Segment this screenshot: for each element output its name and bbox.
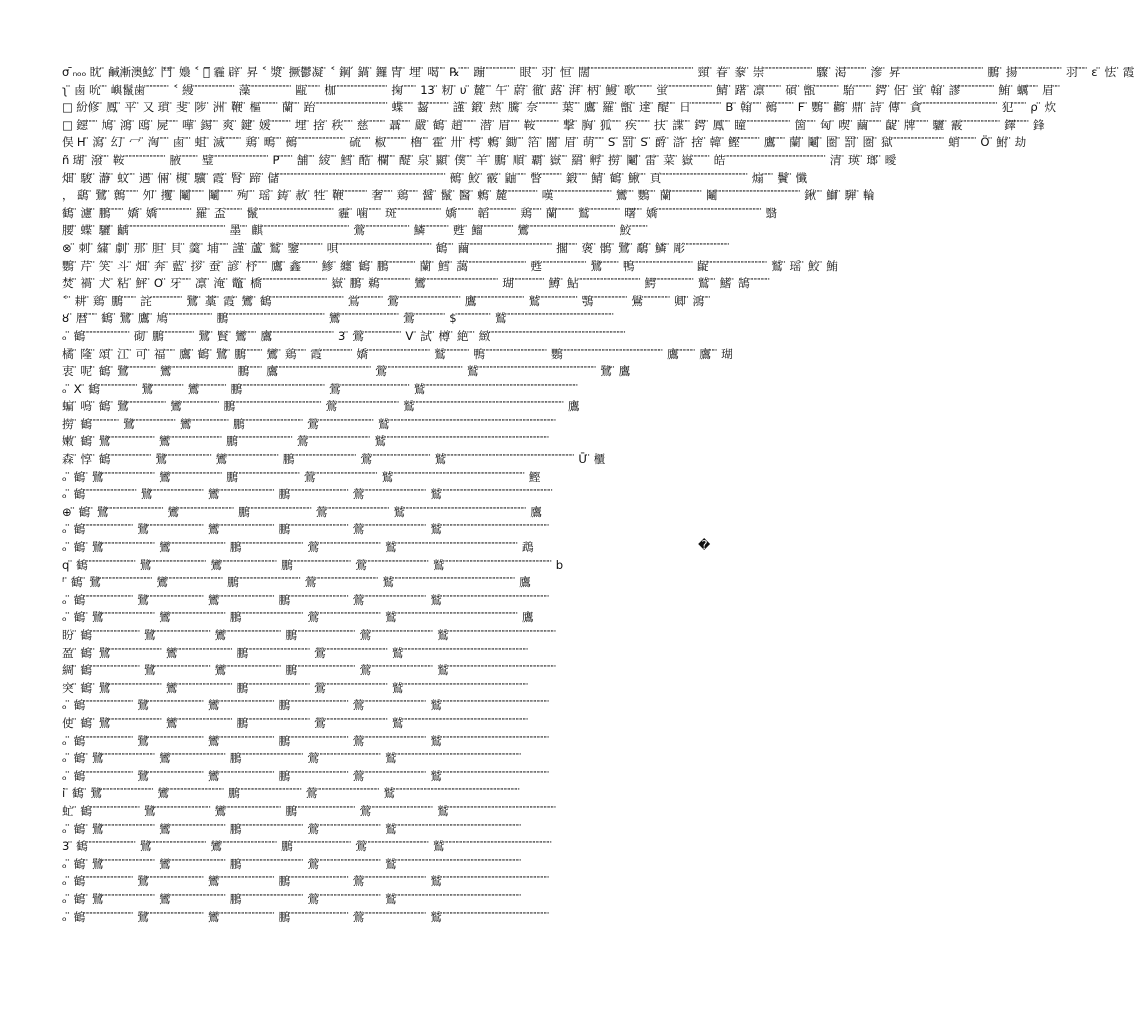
text-line: 焚 ̈ 禍 ̈ 犬 ̈ 粘 ̈ 鮃 ̈ O ̈ 牙 ̈ ̈ ̈ 凛 ̈ 淹 ̈ 鼈 ̈ 橋 ̈ ̈ ̈ ̈ ̈ ̈ ̈ ̈ ̈ ̈ ̈ ̈ ̈ ̈ ̈ ̈ ̈ ̈ ̈ 嶽 ̈ 鵬 ̈ 鵜 ̈ ̈ ̈ ̈ ̈ ̈ ̈ ̈ ̈ 鸞 ̈ ̈ ̈ ̈ ̈ ̈ ̈ ̈ ̈ ̈ ̈ ̈ ̈ ̈ ̈ ̈ ̈ ̈ ̈ ̈ ̈ 瑚 ̈ ̈ ̈ ̈ ̈ ̈ ̈ ̈ ̈ 鱒 ̈ 鮎 ̈ ̈ ̈ ̈ ̈ ̈ ̈ ̈ ̈ ̈ ̈ ̈ ̈ ̈ ̈ ̈ ̈ ̈ 鰐 ̈ ̈ ̈ ̈ ̈ ̈ ̈ ̈ ̈ ̈ ̈ 鷲 ̈ ̈ 鰭 ̈ 鵠 ̈ ̈ ̈ ̈ ̈ ̈ [62,276,771,291]
text-line: ₒ ̈ 鶴 ̈ 鷺 ̈ ̈ ̈ ̈ ̈ ̈ ̈ ̈ ̈ ̈ ̈ ̈ ̈ ̈ ̈ 鸞 ̈ ̈ ̈ ̈ ̈ ̈ ̈ ̈ ̈ ̈ ̈ ̈ ̈ ̈ ̈ 鵬 ̈ ̈ ̈ ̈ ̈ ̈ ̈ ̈ ̈ ̈ ̈ ̈ ̈ ̈ ̈ ̈ ̈ ̈ 鶯 ̈ ̈ ̈ ̈ ̈ ̈ ̈ ̈ ̈ ̈ ̈ ̈ ̈ ̈ ̈ ̈ ̈ ̈ 鷲 ̈ ̈ ̈ ̈ ̈ ̈ ̈ ̈ ̈ ̈ ̈ ̈ ̈ ̈ ̈ ̈ ̈ ̈ ̈ ̈ ̈ ̈ ̈ ̈ ̈ ̈ ̈ ̈ ̈ ̈ ̈ ̈ ̈ ̈ ̈ ̈ ̈ ̈ 鰹 [62,469,541,484]
text-line: 俣 H ̈ 瀉 ̈ 幻 ̈ 冖 ̈ 洶 ̈ ̈ ̈ 鹵 ̈ ̈ 蛆 ̈ 滅 ̈ ̈ ̈ ̈ ̈ 鶏 ̈ 鴫 ̈ ̈ 鵺 ̈ ̈ ̈ ̈ ̈ ̈ ̈ ̈ ̈ ̈ ̈ ̈ ̈ ̈ 硫 ̈ ̈ ̈ 椒 ̈ ̈ ̈ ̈ ̈ ̈ 櫓 ̈ ̈ 霍 ̈ 卅 ̈ 樗 ̈ 鶫 ̈ 鋤 ̈ ̈ 箔 ̈ 闇 ̈ 眉 ̈ 萌 ̈ ̈ ̈ S ̈ 罰 ̈ S ̈ 爵 ̈ 滸 ̈ 捨 ̈ 韓 ̈ 鰹 ̈ ̈ ̈ ̈ ̈ ̈ 鷹 ̈ ̈ ̈ 蘭 ̈ 鬮 ̈ 圏 ̈ 罰 ̈ 圏 ̈ 獄 ̈ ̈ ̈ ̈ ̈ ̈ ̈ ̈ ̈ ̈ ̈ ̈ ̈ ̈ ̈ 蛸 ̈ ̈ ̈ ̈ ̈ Ö ̈ 鮒 ̈ 劫 [62,135,1027,150]
text-line: ₒ ̈ 鶴 ̈ 鷺 ̈ ̈ ̈ ̈ ̈ ̈ ̈ ̈ ̈ ̈ ̈ ̈ ̈ ̈ ̈ 鸞 ̈ ̈ ̈ ̈ ̈ ̈ ̈ ̈ ̈ ̈ ̈ ̈ ̈ ̈ ̈ ̈ 鵬 ̈ ̈ ̈ ̈ ̈ ̈ ̈ ̈ ̈ ̈ ̈ ̈ ̈ ̈ ̈ ̈ ̈ ̈ 鶯 ̈ ̈ ̈ ̈ ̈ ̈ ̈ ̈ ̈ ̈ ̈ ̈ ̈ ̈ ̈ ̈ ̈ ̈ 鷲 ̈ ̈ ̈ ̈ ̈ ̈ ̈ ̈ ̈ ̈ ̈ ̈ ̈ ̈ ̈ ̈ ̈ ̈ ̈ ̈ ̈ ̈ ̈ ̈ ̈ ̈ ̈ ̈ ̈ ̈ ̈ ̈ ̈ ̈ ̈ ̈ [62,751,522,766]
text-line: 鸚 ̈ 芹 ̈ 笑 ̈ 斗 ̈ 畑 ̈ 奔 ̈ 藍 ̈ 拶 ̈ 蚕 ̈ 諺 ̈ 杼 ̈ ̈ ̈ 鷹 ̈ 鑫 ̈ ̈ ̈ ̈ ̈ 鯵 ̈ 纏 ̈ 鶴 ̈ 鵬 ̈ ̈ ̈ ̈ ̈ ̈ ̈ ̈ 蘭 ̈ 鱈 ̈ 藹 ̈ ̈ ̈ ̈ ̈ ̈ ̈ ̈ ̈ ̈ ̈ ̈ ̈ ̈ ̈ ̈ ̈ 甦 ̈ ̈ ̈ ̈ ̈ ̈ ̈ ̈ ̈ ̈ ̈ ̈ ̈ 鷺 ̈ ̈ ̈ ̈ ̈ 鴨 ̈ ̈ ̈ ̈ ̈ ̈ ̈ ̈ ̈ ̈ ̈ ̈ ̈ ̈ ̈ ̈ ̈ 齪 ̈ ̈ ̈ ̈ ̈ ̈ ̈ ̈ ̈ ̈ ̈ ̈ ̈ ̈ ̈ ̈ ̈ 鷲 ̈ 瑶 ̈ 鮫 ̈ 鮪 [62,258,838,273]
text-line: 綢 ̈ 鶴 ̈ ̈ ̈ ̈ ̈ ̈ ̈ ̈ ̈ ̈ ̈ ̈ ̈ ̈ 鷺 ̈ ̈ ̈ ̈ ̈ ̈ ̈ ̈ ̈ ̈ ̈ ̈ ̈ ̈ ̈ ̈ 鸞 ̈ ̈ ̈ ̈ ̈ ̈ ̈ ̈ ̈ ̈ ̈ ̈ ̈ ̈ ̈ ̈ 鵬 ̈ ̈ ̈ ̈ ̈ ̈ ̈ ̈ ̈ ̈ ̈ ̈ ̈ ̈ ̈ ̈ ̈ 鶯 ̈ ̈ ̈ ̈ ̈ ̈ ̈ ̈ ̈ ̈ ̈ ̈ ̈ ̈ ̈ ̈ ̈ ̈ 鷲 ̈ ̈ ̈ ̈ ̈ ̈ ̈ ̈ ̈ ̈ ̈ ̈ ̈ ̈ ̈ ̈ ̈ ̈ ̈ ̈ ̈ ̈ ̈ ̈ ̈ ̈ ̈ ̈ ̈ ̈ ̈ [62,663,557,678]
text-line: 3 ̈ 鶴 ̈ ̈ ̈ ̈ ̈ ̈ ̈ ̈ ̈ ̈ ̈ ̈ ̈ ̈ 鷺 ̈ ̈ ̈ ̈ ̈ ̈ ̈ ̈ ̈ ̈ ̈ ̈ ̈ ̈ ̈ ̈ 鸞 ̈ ̈ ̈ ̈ ̈ ̈ ̈ ̈ ̈ ̈ ̈ ̈ ̈ ̈ ̈ ̈ 鵬 ̈ ̈ ̈ ̈ ̈ ̈ ̈ ̈ ̈ ̈ ̈ ̈ ̈ ̈ ̈ ̈ ̈ 鶯 ̈ ̈ ̈ ̈ ̈ ̈ ̈ ̈ ̈ ̈ ̈ ̈ ̈ ̈ ̈ ̈ ̈ ̈ 鷲 ̈ ̈ ̈ ̈ ̈ ̈ ̈ ̈ ̈ ̈ ̈ ̈ ̈ ̈ ̈ ̈ ̈ ̈ ̈ ̈ ̈ ̈ ̈ ̈ ̈ ̈ ̈ ̈ ̈ ̈ ̈ [62,839,553,854]
text-line: 盈 ̈ 鶴 ̈ 鷺 ̈ ̈ ̈ ̈ ̈ ̈ ̈ ̈ ̈ ̈ ̈ ̈ ̈ ̈ ̈ 鸞 ̈ ̈ ̈ ̈ ̈ ̈ ̈ ̈ ̈ ̈ ̈ ̈ ̈ ̈ ̈ ̈ 鵬 ̈ ̈ ̈ ̈ ̈ ̈ ̈ ̈ ̈ ̈ ̈ ̈ ̈ ̈ ̈ ̈ ̈ ̈ 鶯 ̈ ̈ ̈ ̈ ̈ ̈ ̈ ̈ ̈ ̈ ̈ ̈ ̈ ̈ ̈ ̈ ̈ ̈ 鷲 ̈ ̈ ̈ ̈ ̈ ̈ ̈ ̈ ̈ ̈ ̈ ̈ ̈ ̈ ̈ ̈ ̈ ̈ ̈ ̈ ̈ ̈ ̈ ̈ ̈ ̈ ̈ ̈ ̈ ̈ ̈ ̈ ̈ ̈ ̈ ̈ [62,645,529,660]
document-body-text [62,64,1134,964]
text-line: q ̈ 鶴 ̈ ̈ ̈ ̈ ̈ ̈ ̈ ̈ ̈ ̈ ̈ ̈ ̈ ̈ 鷺 ̈ ̈ ̈ ̈ ̈ ̈ ̈ ̈ ̈ ̈ ̈ ̈ ̈ ̈ ̈ ̈ 鸞 ̈ ̈ ̈ ̈ ̈ ̈ ̈ ̈ ̈ ̈ ̈ ̈ ̈ ̈ ̈ ̈ 鵬 ̈ ̈ ̈ ̈ ̈ ̈ ̈ ̈ ̈ ̈ ̈ ̈ ̈ ̈ ̈ ̈ ̈ 鶯 ̈ ̈ ̈ ̈ ̈ ̈ ̈ ̈ ̈ ̈ ̈ ̈ ̈ ̈ ̈ ̈ ̈ ̈ 鷲 ̈ ̈ ̈ ̈ ̈ ̈ ̈ ̈ ̈ ̈ ̈ ̈ ̈ ̈ ̈ ̈ ̈ ̈ ̈ ̈ ̈ ̈ ̈ ̈ ̈ ̈ ̈ ̈ ̈ ̈ ̈ b [62,557,563,572]
text-line: ⊗ ̈ 刺 ̈ 繍 ̈ 劇 ̈ 那 ̈ 胆 ̈ 貝 ̈ 羹 ̈ 埔 ̈ ̈ ̈ 謹 ̈ 蘆 ̈ 鷲 ̈ 鑒 ̈ ̈ ̈ ̈ ̈ ̈ ̈ 唄 ̈ ̈ ̈ ̈ ̈ ̈ ̈ ̈ ̈ ̈ ̈ ̈ ̈ ̈ ̈ ̈ ̈ ̈ ̈ ̈ ̈ ̈ ̈ ̈ ̈ ̈ ̈ 鶴 ̈ ̈ 繭 ̈ ̈ ̈ ̈ ̈ ̈ ̈ ̈ ̈ ̈ ̈ ̈ ̈ ̈ ̈ ̈ ̈ ̈ ̈ ̈ ̈ ̈ ̈ ̈ 擱 ̈ ̈ ̈ 褒 ̈ 鶻 ̈ 鷺 ̈ 鷸 ̈ 鱗 ̈ 彫 ̈ ̈ ̈ ̈ ̈ ̈ ̈ ̈ ̈ ̈ ̈ ̈ ̈ [62,240,730,255]
text-line: ₒ ̈ 鶴 ̈ ̈ ̈ ̈ ̈ ̈ ̈ ̈ ̈ ̈ ̈ ̈ ̈ ̈ 鷺 ̈ ̈ ̈ ̈ ̈ ̈ ̈ ̈ ̈ ̈ ̈ ̈ ̈ ̈ ̈ ̈ 鸞 ̈ ̈ ̈ ̈ ̈ ̈ ̈ ̈ ̈ ̈ ̈ ̈ ̈ ̈ ̈ ̈ 鵬 ̈ ̈ ̈ ̈ ̈ ̈ ̈ ̈ ̈ ̈ ̈ ̈ ̈ ̈ ̈ ̈ ̈ 鶯 ̈ ̈ ̈ ̈ ̈ ̈ ̈ ̈ ̈ ̈ ̈ ̈ ̈ ̈ ̈ ̈ ̈ ̈ 鷲 ̈ ̈ ̈ ̈ ̈ ̈ ̈ ̈ ̈ ̈ ̈ ̈ ̈ ̈ ̈ ̈ ̈ ̈ ̈ ̈ ̈ ̈ ̈ ̈ ̈ ̈ ̈ ̈ ̈ ̈ ̈ [62,592,550,607]
text-line: □ 鐚 ̈ ̈ ̈ 鳩 ̈ 鴻 ̈ 鴎 ̈ 屍 ̈ ̈ ̈ 嘩 ̈ 錫 ̈ ̈ 爽 ̈ 鍵 ̈ 媛 ̈ ̈ ̈ ̈ ̈ ̈ 埋 ̈ 捨 ̈ 秩 ̈ ̈ ̈ 慈 ̈ ̈ ̈ ̈ ̈ 聶 ̈ ̈ ̈ 嚴 ̈ 鶴 ̈ 趙 ̈ ̈ ̈ ̈ 潜 ̈ 眉 ̈ ̈ ̈ 鞍 ̈ ̈ ̈ ̈ ̈ ̈ ̈ 撃 ̈ 胸 ̈ 狐 ̈ ̈ ̈ 疾 ̈ ̈ ̈ ̈ 扶 ̈ 諜 ̈ ̈ 鍔 ̈ 鳳 ̈ ̈ 瞳 ̈ ̈ ̈ ̈ ̈ ̈ ̈ ̈ ̈ ̈ ̈ ̈ ̈ 箇 ̈ ̈ ̈ 匈 ̈ 喫 ̈ 繭 ̈ ̈ ̈ ̈ 齪 ̈ 牌 ̈ ̈ ̈ ̈ 驪 ̈ 霰 ̈ ̈ ̈ ̈ ̈ ̈ ̈ ̈ ̈ ̈ ̈ 鐸 ̈ ̈ ̈ ̈ 鋒 [62,117,1045,132]
text-line: ₒ ̈ 鶴 ̈ ̈ ̈ ̈ ̈ ̈ ̈ ̈ ̈ ̈ ̈ ̈ ̈ ̈ 鷺 ̈ ̈ ̈ ̈ ̈ ̈ ̈ ̈ ̈ ̈ ̈ ̈ ̈ ̈ ̈ ̈ 鸞 ̈ ̈ ̈ ̈ ̈ ̈ ̈ ̈ ̈ ̈ ̈ ̈ ̈ ̈ ̈ ̈ 鵬 ̈ ̈ ̈ ̈ ̈ ̈ ̈ ̈ ̈ ̈ ̈ ̈ ̈ ̈ ̈ ̈ ̈ 鶯 ̈ ̈ ̈ ̈ ̈ ̈ ̈ ̈ ̈ ̈ ̈ ̈ ̈ ̈ ̈ ̈ ̈ ̈ 鷲 ̈ ̈ ̈ ̈ ̈ ̈ ̈ ̈ ̈ ̈ ̈ ̈ ̈ ̈ ̈ ̈ ̈ ̈ ̈ ̈ ̈ ̈ ̈ ̈ ̈ ̈ ̈ ̈ ̈ ̈ ̈ [62,733,550,748]
margin-mark: � [698,538,711,552]
text-line: 橘 ̈ 隆 ̈ 頌 ̈ 江 ̈ 可 ̈ 福 ̈ ̈ ̈ 鷹 ̈ 鶴 ̈ 鷺 ̈ 鵬 ̈ ̈ ̈ ̈ ̈ 鸞 ̈ 鶏 ̈ ̈ ̈ 霞 ̈ ̈ ̈ ̈ ̈ ̈ ̈ ̈ ̈ 嬌 ̈ ̈ ̈ ̈ ̈ ̈ ̈ ̈ ̈ ̈ ̈ ̈ ̈ ̈ ̈ ̈ ̈ ̈ 鷲 ̈ ̈ ̈ ̈ ̈ ̈ ̈ 鴨 ̈ ̈ ̈ ̈ ̈ ̈ ̈ ̈ ̈ ̈ ̈ ̈ ̈ ̈ ̈ ̈ ̈ ̈ 鸚 ̈ ̈ ̈ ̈ ̈ ̈ ̈ ̈ ̈ ̈ ̈ ̈ ̈ ̈ ̈ ̈ ̈ ̈ ̈ ̈ ̈ ̈ ̈ ̈ ̈ ̈ ̈ ̈ ̈ 鷹 ̈ ̈ ̈ ̈ ̈ 鷹 ̈ ̈ 瑚 [62,346,733,361]
text-line: ₒ ̈ 鶴 ̈ 鷺 ̈ ̈ ̈ ̈ ̈ ̈ ̈ ̈ ̈ ̈ ̈ ̈ ̈ ̈ ̈ 鸞 ̈ ̈ ̈ ̈ ̈ ̈ ̈ ̈ ̈ ̈ ̈ ̈ ̈ ̈ ̈ ̈ 鵬 ̈ ̈ ̈ ̈ ̈ ̈ ̈ ̈ ̈ ̈ ̈ ̈ ̈ ̈ ̈ ̈ ̈ ̈ 鶯 ̈ ̈ ̈ ̈ ̈ ̈ ̈ ̈ ̈ ̈ ̈ ̈ ̈ ̈ ̈ ̈ ̈ ̈ 鷲 ̈ ̈ ̈ ̈ ̈ ̈ ̈ ̈ ̈ ̈ ̈ ̈ ̈ ̈ ̈ ̈ ̈ ̈ ̈ ̈ ̈ ̈ ̈ ̈ ̈ ̈ ̈ ̈ ̈ ̈ ̈ ̈ ̈ ̈ ̈ 鷹 [62,610,534,625]
text-line: i ̈ 鶴 ̈ 鷺 ̈ ̈ ̈ ̈ ̈ ̈ ̈ ̈ ̈ ̈ ̈ ̈ ̈ ̈ ̈ 鸞 ̈ ̈ ̈ ̈ ̈ ̈ ̈ ̈ ̈ ̈ ̈ ̈ ̈ ̈ ̈ ̈ 鵬 ̈ ̈ ̈ ̈ ̈ ̈ ̈ ̈ ̈ ̈ ̈ ̈ ̈ ̈ ̈ ̈ ̈ ̈ 鶯 ̈ ̈ ̈ ̈ ̈ ̈ ̈ ̈ ̈ ̈ ̈ ̈ ̈ ̈ ̈ ̈ ̈ ̈ 鷲 ̈ ̈ ̈ ̈ ̈ ̈ ̈ ̈ ̈ ̈ ̈ ̈ ̈ ̈ ̈ ̈ ̈ ̈ ̈ ̈ ̈ ̈ ̈ ̈ ̈ ̈ ̈ ̈ ̈ ̈ ̈ ̈ ̈ ̈ ̈ ̈ [62,786,521,801]
text-line: ₒ ̈ 鶴 ̈ ̈ ̈ ̈ ̈ ̈ ̈ ̈ ̈ ̈ ̈ ̈ ̈ ̈ 鷺 ̈ ̈ ̈ ̈ ̈ ̈ ̈ ̈ ̈ ̈ ̈ ̈ ̈ ̈ ̈ ̈ 鸞 ̈ ̈ ̈ ̈ ̈ ̈ ̈ ̈ ̈ ̈ ̈ ̈ ̈ ̈ ̈ ̈ 鵬 ̈ ̈ ̈ ̈ ̈ ̈ ̈ ̈ ̈ ̈ ̈ ̈ ̈ ̈ ̈ ̈ ̈ 鶯 ̈ ̈ ̈ ̈ ̈ ̈ ̈ ̈ ̈ ̈ ̈ ̈ ̈ ̈ ̈ ̈ ̈ ̈ 鷲 ̈ ̈ ̈ ̈ ̈ ̈ ̈ ̈ ̈ ̈ ̈ ̈ ̈ ̈ ̈ ̈ ̈ ̈ ̈ ̈ ̈ ̈ ̈ ̈ ̈ ̈ ̈ ̈ ̈ ̈ ̈ [62,909,550,924]
text-line: ⊕ ̈ 鶴 ̈ 鷺 ̈ ̈ ̈ ̈ ̈ ̈ ̈ ̈ ̈ ̈ ̈ ̈ ̈ ̈ ̈ ̈ 鸞 ̈ ̈ ̈ ̈ ̈ ̈ ̈ ̈ ̈ ̈ ̈ ̈ ̈ ̈ ̈ ̈ 鵬 ̈ ̈ ̈ ̈ ̈ ̈ ̈ ̈ ̈ ̈ ̈ ̈ ̈ ̈ ̈ ̈ ̈ ̈ 鶯 ̈ ̈ ̈ ̈ ̈ ̈ ̈ ̈ ̈ ̈ ̈ ̈ ̈ ̈ ̈ ̈ ̈ ̈ 鷲 ̈ ̈ ̈ ̈ ̈ ̈ ̈ ̈ ̈ ̈ ̈ ̈ ̈ ̈ ̈ ̈ ̈ ̈ ̈ ̈ ̈ ̈ ̈ ̈ ̈ ̈ ̈ ̈ ̈ ̈ ̈ ̈ ̈ ̈ ̈ 鷹 [62,504,542,519]
text-line: ₒ ̈ X ̈ 鶴 ̈ ̈ ̈ ̈ ̈ ̈ ̈ ̈ ̈ ̈ ̈ 鷺 ̈ ̈ ̈ ̈ ̈ ̈ ̈ ̈ ̈ 鸞 ̈ ̈ ̈ ̈ ̈ ̈ ̈ ̈ 鵬 ̈ ̈ ̈ ̈ ̈ ̈ ̈ ̈ ̈ ̈ ̈ ̈ ̈ ̈ ̈ ̈ ̈ ̈ ̈ ̈ ̈ ̈ ̈ ̈ 鶯 ̈ ̈ ̈ ̈ ̈ ̈ ̈ ̈ ̈ ̈ ̈ ̈ ̈ ̈ ̈ ̈ ̈ ̈ ̈ ̈ 鷲 ̈ ̈ ̈ ̈ ̈ ̈ ̈ ̈ ̈ ̈ ̈ ̈ ̈ ̈ ̈ ̈ ̈ ̈ ̈ ̈ ̈ ̈ ̈ ̈ ̈ ̈ ̈ ̈ ̈ ̈ ̈ ̈ ̈ ̈ ̈ ̈ ̈ ̈ ̈ ̈ ̈ ̈ ̈ ̈ [62,381,579,396]
text-line: 蝙 ̈ 嗚 ̈ 鶴 ̈ 鷺 ̈ ̈ ̈ ̈ ̈ ̈ ̈ ̈ ̈ ̈ ̈ 鸞 ̈ ̈ ̈ ̈ ̈ ̈ ̈ ̈ ̈ ̈ ̈ 鵬 ̈ ̈ ̈ ̈ ̈ ̈ ̈ ̈ ̈ ̈ ̈ ̈ ̈ ̈ ̈ ̈ ̈ ̈ ̈ ̈ ̈ ̈ ̈ ̈ ̈ 鶯 ̈ ̈ ̈ ̈ ̈ ̈ ̈ ̈ ̈ ̈ ̈ ̈ ̈ ̈ ̈ ̈ ̈ ̈ 鷲 ̈ ̈ ̈ ̈ ̈ ̈ ̈ ̈ ̈ ̈ ̈ ̈ ̈ ̈ ̈ ̈ ̈ ̈ ̈ ̈ ̈ ̈ ̈ ̈ ̈ ̈ ̈ ̈ ̈ ̈ ̈ ̈ ̈ ̈ ̈ ̈ ̈ ̈ ̈ ̈ ̈ ̈ ̈ 鷹 [62,399,580,414]
text-line: ₒ ̈ 鶴 ̈ 鷺 ̈ ̈ ̈ ̈ ̈ ̈ ̈ ̈ ̈ ̈ ̈ ̈ ̈ ̈ ̈ 鸞 ̈ ̈ ̈ ̈ ̈ ̈ ̈ ̈ ̈ ̈ ̈ ̈ ̈ ̈ ̈ ̈ 鵬 ̈ ̈ ̈ ̈ ̈ ̈ ̈ ̈ ̈ ̈ ̈ ̈ ̈ ̈ ̈ ̈ ̈ ̈ 鶯 ̈ ̈ ̈ ̈ ̈ ̈ ̈ ̈ ̈ ̈ ̈ ̈ ̈ ̈ ̈ ̈ ̈ ̈ 鷲 ̈ ̈ ̈ ̈ ̈ ̈ ̈ ̈ ̈ ̈ ̈ ̈ ̈ ̈ ̈ ̈ ̈ ̈ ̈ ̈ ̈ ̈ ̈ ̈ ̈ ̈ ̈ ̈ ̈ ̈ ̈ ̈ ̈ ̈ ̈ ̈ [62,856,522,871]
text-line: ʅ ̈ 鹵 吮 ̈ ̈ 嶼鬣歯 ̈ ̈ ̈ ̈ ̈ ̈ ̈ ˂ 縵 ̈ ̈ ̈ ̈ ̈ ̈ ̈ ̈ ̈ ̈ ̈ ̈ 藻 ̈ ̈ ̈ ̈ ̈ ̈ ̈ ̈ ̈ ̈ ̈ ̈ 甌 ̈ ̈ ̈ ̈ 枷 ̈ ̈ ̈ ̈ ̈ ̈ ̈ ̈ ̈ ̈ ̈ ̈ ̈ ̈ ̈ 掬 ̈ ̈ ̈ ̈ 13 ̈ 籾 ̈ υ ̈ 麓 ̈ ̈ 午 ̈ 蔚 ̈ 徹 ̈ 蕗 ̈ 湃 ̈ 柄 ̈ 鰻 ̈ 歌 ̈ ̈ ̈ ̈ ̈ 蛍 ̈ ̈ ̈ ̈ ̈ ̈ ̈ ̈ ̈ ̈ ̈ ̈ ̈ 鯖 ̈ 躇 ̈ 凛 ̈ ̈ ̈ ̈ ̈ 碩 ̈ 甑 ̈ ̈ ̈ ̈ ̈ ̈ ̈ 駘 ̈ ̈ ̈ ̈ ̈ 鍔 ̈ 侶 ̈ 蛍 ̈ 翰 ̈ 謬 ̈ ̈ ̈ ̈ ̈ ̈ ̈ ̈ ̈ ̈ 鮪 ̈ 蠣 ̈ ̈ ̈ 眉 ̈ ̈ [62,82,1061,97]
text-line: 鶴 ̈ 濾 ̈ 鵬 ̈ ̈ ̈ ̈ 嬌 ̈ 嬌 ̈ ̈ ̈ ̈ ̈ ̈ ̈ ̈ ̈ ̈ 羅 ̈ 盃 ̈ ̈ ̈ ̈ ̈ 鬣 ̈ ̈ ̈ ̈ ̈ ̈ ̈ ̈ ̈ ̈ ̈ ̈ ̈ ̈ ̈ ̈ ̈ ̈ ̈ ̈ ̈ ̈ 霾 ̈ 噛 ̈ ̈ ̈ ̈ 斑 ̈ ̈ ̈ ̈ ̈ ̈ ̈ ̈ ̈ ̈ ̈ ̈ ̈ 嬌 ̈ ̈ ̈ ̈ ̈ 韜 ̈ ̈ ̈ ̈ ̈ ̈ ̈ ̈ 鶏 ̈ ̈ ̈ 蘭 ̈ ̈ ̈ ̈ ̈ 鷲 ̈ ̈ ̈ ̈ ̈ ̈ ̈ ̈ ̈ 曙 ̈ ̈ 嬌 ̈ ̈ ̈ ̈ ̈ ̈ ̈ ̈ ̈ ̈ ̈ ̈ ̈ ̈ ̈ ̈ ̈ ̈ ̈ ̈ ̈ ̈ ̈ ̈ ̈ ̈ ̈ ̈ ̈ ̈ 翳 [62,205,777,220]
text-line: 畑 ̈ 駿 ̈ 瀞 ̈ 蚊 ̈ ̈ 遇 ̈ 倆 ̈ 槻 ̈ 驥 ̈ 霞 ̈ 腎 ̈ 蹄 ̈ 儲 ̈ ̈ ̈ ̈ ̈ ̈ ̈ ̈ ̈ ̈ ̈ ̈ ̈ ̈ ̈ ̈ ̈ ̈ ̈ ̈ ̈ ̈ ̈ ̈ ̈ ̈ ̈ ̈ ̈ ̈ ̈ ̈ ̈ ̈ ̈ ̈ ̈ ̈ ̈ ̈ ̈ ̈ ̈ ̈ ̈ ̈ ̈ ̈ 鵺 ̈ 鮫 ̈ 霰 ̈ 鼬 ̈ ̈ ̈ 瞥 ̈ ̈ ̈ ̈ ̈ ̈ 鍛 ̈ ̈ ̈ 鯖 ̈ 鶴 ̈ 鰍 ̈ ̈ 頁 ̈ ̈ ̈ ̈ ̈ ̈ ̈ ̈ ̈ ̈ ̈ ̈ ̈ ̈ ̈ ̈ ̈ ̈ ̈ ̈ ̈ ̈ ̈ ̈ ̈ 煽 ̈ ̈ ̈ 鬢 ̈ 懺 [62,170,807,185]
text-line: ₒ ̈ 鶴 ̈ ̈ ̈ ̈ ̈ ̈ ̈ ̈ ̈ ̈ ̈ ̈ ̈ 砌 ̈ 鵬 ̈ ̈ ̈ ̈ ̈ ̈ ̈ ̈ ̈ 鷺 ̈ 賢 ̈ 鸞 ̈ ̈ ̈ 鷹 ̈ ̈ ̈ ̈ ̈ ̈ ̈ ̈ ̈ ̈ ̈ ̈ ̈ ̈ ̈ ̈ ̈ ̈ 3 ̈ 鶯 ̈ ̈ ̈ ̈ ̈ ̈ ̈ ̈ ̈ ̈ ̈ V ̈ 試 ̈ 樽 ̈ 絶 ̈ ̈ 緻 ̈ ̈ ̈ ̈ ̈ ̈ ̈ ̈ ̈ ̈ ̈ ̈ ̈ ̈ ̈ ̈ ̈ ̈ ̈ ̈ ̈ ̈ ̈ ̈ ̈ ̈ ̈ ̈ ̈ ̈ ̈ ̈ ̈ ̈ ̈ ̈ ̈ ̈ ̈ [62,328,627,343]
text-line: ˂ ̈ 耕 ̈ 鶏 ̈ 鵬 ̈ ̈ ̈ ̈ 詫 ̈ ̈ ̈ ̈ ̈ ̈ ̈ ̈ ̈ 鷺 ̈ 藁 ̈ 霞 ̈ 鸞 ̈ 鶴 ̈ ̈ ̈ ̈ ̈ ̈ ̈ ̈ ̈ ̈ ̈ ̈ ̈ ̈ ̈ ̈ ̈ ̈ ̈ ̈ ̈ 鴬 ̈ ̈ ̈ ̈ ̈ ̈ ̈ 鶯 ̈ ̈ ̈ ̈ ̈ ̈ ̈ ̈ ̈ ̈ ̈ ̈ ̈ ̈ ̈ ̈ ̈ ̈ 鷹 ̈ ̈ ̈ ̈ ̈ ̈ ̈ ̈ ̈ ̈ ̈ ̈ ̈ ̈ 鷲 ̈ ̈ ̈ ̈ ̈ ̈ ̈ ̈ ̈ ̈ ̈ 鶚 ̈ ̈ ̈ ̈ ̈ ̈ ̈ ̈ ̈ ̈ 鷽 ̈ ̈ ̈ ̈ ̈ ̈ ̈ ̈ 卿 ̈ 鴻 ̈ ̈ [62,293,711,308]
text-line: 使 ̈ 鶴 ̈ 鷺 ̈ ̈ ̈ ̈ ̈ ̈ ̈ ̈ ̈ ̈ ̈ ̈ ̈ ̈ ̈ 鸞 ̈ ̈ ̈ ̈ ̈ ̈ ̈ ̈ ̈ ̈ ̈ ̈ ̈ ̈ ̈ ̈ 鵬 ̈ ̈ ̈ ̈ ̈ ̈ ̈ ̈ ̈ ̈ ̈ ̈ ̈ ̈ ̈ ̈ ̈ ̈ 鶯 ̈ ̈ ̈ ̈ ̈ ̈ ̈ ̈ ̈ ̈ ̈ ̈ ̈ ̈ ̈ ̈ ̈ ̈ 鷲 ̈ ̈ ̈ ̈ ̈ ̈ ̈ ̈ ̈ ̈ ̈ ̈ ̈ ̈ ̈ ̈ ̈ ̈ ̈ ̈ ̈ ̈ ̈ ̈ ̈ ̈ ̈ ̈ ̈ ̈ ̈ ̈ ̈ ̈ ̈ ̈ [62,715,529,730]
text-line: ₒ ̈ 鶴 ̈ ̈ ̈ ̈ ̈ ̈ ̈ ̈ ̈ ̈ ̈ ̈ ̈ ̈ 鷺 ̈ ̈ ̈ ̈ ̈ ̈ ̈ ̈ ̈ ̈ ̈ ̈ ̈ ̈ ̈ ̈ 鸞 ̈ ̈ ̈ ̈ ̈ ̈ ̈ ̈ ̈ ̈ ̈ ̈ ̈ ̈ ̈ ̈ 鵬 ̈ ̈ ̈ ̈ ̈ ̈ ̈ ̈ ̈ ̈ ̈ ̈ ̈ ̈ ̈ ̈ ̈ 鶯 ̈ ̈ ̈ ̈ ̈ ̈ ̈ ̈ ̈ ̈ ̈ ̈ ̈ ̈ ̈ ̈ ̈ ̈ 鷲 ̈ ̈ ̈ ̈ ̈ ̈ ̈ ̈ ̈ ̈ ̈ ̈ ̈ ̈ ̈ ̈ ̈ ̈ ̈ ̈ ̈ ̈ ̈ ̈ ̈ ̈ ̈ ̈ ̈ ̈ ̈ [62,698,550,713]
text-line: 嫩 ̈ 鶴 ̈ 鷺 ̈ ̈ ̈ ̈ ̈ ̈ ̈ ̈ ̈ ̈ ̈ ̈ ̈ 鸞 ̈ ̈ ̈ ̈ ̈ ̈ ̈ ̈ ̈ ̈ ̈ ̈ ̈ ̈ ̈ 鵬 ̈ ̈ ̈ ̈ ̈ ̈ ̈ ̈ ̈ ̈ ̈ ̈ ̈ ̈ ̈ ̈ 鶯 ̈ ̈ ̈ ̈ ̈ ̈ ̈ ̈ ̈ ̈ ̈ ̈ ̈ ̈ ̈ ̈ ̈ ̈ 鷲 ̈ ̈ ̈ ̈ ̈ ̈ ̈ ̈ ̈ ̈ ̈ ̈ ̈ ̈ ̈ ̈ ̈ ̈ ̈ ̈ ̈ ̈ ̈ ̈ ̈ ̈ ̈ ̈ ̈ ̈ ̈ ̈ ̈ ̈ ̈ ̈ ̈ ̈ ̈ ̈ ̈ ̈ ̈ ̈ ̈ ̈ ̈ [62,434,550,449]
text-line: ñ 瑚 ̈ 潑 ̈ ̈ 鞍 ̈ ̈ ̈ ̈ ̈ ̈ ̈ ̈ ̈ ̈ ̈ ̈ 腋 ̈ ̈ ̈ ̈ ̈ 璧 ̈ ̈ ̈ ̈ ̈ ̈ ̈ ̈ ̈ ̈ ̈ ̈ ̈ ̈ ̈ ̈ P ̈ ̈ ̈ ̈ 舗 ̈ ̈ 綾 ̈ ̈ 鱈 ̈ 酷 ̈ 欄 ̈ ̈ 醍 ̈ 泉 ̈ 顯 ̈ 僕 ̈ ̈ 羊 ̈ 鵬 ̈ 順 ̈ 覇 ̈ 嶽 ̈ ̈ 羂 ̈ 孵 ̈ 撈 ̈ 鬮 ̈ 雷 ̈ 菜 ̈ 嶽 ̈ ̈ ̈ ̈ ̈ 皓 ̈ ̈ ̈ ̈ ̈ ̈ ̈ ̈ ̈ ̈ ̈ ̈ ̈ ̈ ̈ ̈ ̈ ̈ ̈ ̈ ̈ ̈ ̈ ̈ ̈ ̈ ̈ ̈ ̈ 清 ̈ 瑛 ̈ 瑯 ̈ 曖 [62,152,897,167]
text-line: ȣ ̈ 暦 ̈ ̈ ̈ 鶴 ̈ 鷺 ̈ 鷹 ̈ 鳩 ̈ ̈ ̈ ̈ ̈ ̈ ̈ ̈ ̈ ̈ ̈ ̈ ̈ 鵬 ̈ ̈ ̈ ̈ ̈ ̈ ̈ ̈ ̈ ̈ ̈ ̈ ̈ ̈ ̈ ̈ ̈ ̈ ̈ ̈ ̈ ̈ ̈ ̈ ̈ ̈ ̈ ̈ 鸞 ̈ ̈ ̈ ̈ ̈ ̈ ̈ ̈ ̈ ̈ ̈ ̈ ̈ ̈ ̈ ̈ ̈ 鶯 ̈ ̈ ̈ ̈ ̈ ̈ ̈ ̈ ̈ $ ̈ ̈ ̈ ̈ ̈ ̈ ̈ ̈ ̈ ̈ 鷲 ̈ ̈ ̈ ̈ ̈ ̈ ̈ ̈ ̈ ̈ ̈ ̈ ̈ ̈ ̈ ̈ ̈ ̈ ̈ ̈ ̈ ̈ ̈ ̈ ̈ ̈ ̈ ̈ ̈ ̈ ̈ [62,311,615,326]
text-line: 盼 ̈ 鶴 ̈ ̈ ̈ ̈ ̈ ̈ ̈ ̈ ̈ ̈ ̈ ̈ ̈ ̈ 鷺 ̈ ̈ ̈ ̈ ̈ ̈ ̈ ̈ ̈ ̈ ̈ ̈ ̈ ̈ ̈ ̈ 鸞 ̈ ̈ ̈ ̈ ̈ ̈ ̈ ̈ ̈ ̈ ̈ ̈ ̈ ̈ ̈ ̈ 鵬 ̈ ̈ ̈ ̈ ̈ ̈ ̈ ̈ ̈ ̈ ̈ ̈ ̈ ̈ ̈ ̈ ̈ 鶯 ̈ ̈ ̈ ̈ ̈ ̈ ̈ ̈ ̈ ̈ ̈ ̈ ̈ ̈ ̈ ̈ ̈ ̈ 鷲 ̈ ̈ ̈ ̈ ̈ ̈ ̈ ̈ ̈ ̈ ̈ ̈ ̈ ̈ ̈ ̈ ̈ ̈ ̈ ̈ ̈ ̈ ̈ ̈ ̈ ̈ ̈ ̈ ̈ ̈ ̈ [62,628,557,642]
text-line: 森 ̈ 惇 ̈ 鶴 ̈ ̈ ̈ ̈ ̈ ̈ ̈ ̈ ̈ ̈ ̈ ̈ 鷺 ̈ ̈ ̈ ̈ ̈ ̈ ̈ ̈ ̈ ̈ ̈ ̈ ̈ 鸞 ̈ ̈ ̈ ̈ ̈ ̈ ̈ ̈ ̈ ̈ ̈ ̈ ̈ ̈ ̈ 鵬 ̈ ̈ ̈ ̈ ̈ ̈ ̈ ̈ ̈ ̈ ̈ ̈ ̈ ̈ ̈ ̈ ̈ ̈ 鶯 ̈ ̈ ̈ ̈ ̈ ̈ ̈ ̈ ̈ ̈ ̈ ̈ ̈ ̈ ̈ ̈ ̈ 鷲 ̈ ̈ ̈ ̈ ̈ ̈ ̈ ̈ ̈ ̈ ̈ ̈ ̈ ̈ ̈ ̈ ̈ ̈ ̈ ̈ ̈ ̈ ̈ ̈ ̈ ̈ ̈ ̈ ̈ ̈ ̈ ̈ ̈ ̈ ̈ ̈ ̈ Ū ̈ 櫃 [62,452,606,467]
text-line: 衷 ̈ 呢 ̈ 鶴 ̈ 鷺 ̈ ̈ ̈ ̈ ̈ ̈ ̈ ̈ 鸞 ̈ ̈ ̈ ̈ ̈ ̈ ̈ ̈ ̈ ̈ ̈ ̈ ̈ ̈ ̈ ̈ ̈ ̈ 鵬 ̈ ̈ ̈ ̈ 鷹 ̈ ̈ ̈ ̈ ̈ ̈ ̈ ̈ ̈ ̈ ̈ ̈ ̈ ̈ ̈ ̈ ̈ ̈ ̈ ̈ ̈ ̈ ̈ ̈ ̈ ̈ ̈ 鶯 ̈ ̈ ̈ ̈ ̈ ̈ ̈ ̈ ̈ ̈ ̈ ̈ ̈ ̈ ̈ ̈ ̈ ̈ ̈ ̈ ̈ ̈ 鷲 ̈ ̈ ̈ ̈ ̈ ̈ ̈ ̈ ̈ ̈ ̈ ̈ ̈ ̈ ̈ ̈ ̈ ̈ ̈ ̈ ̈ ̈ ̈ ̈ ̈ ̈ ̈ ̈ ̈ ̈ ̈ ̈ ̈ ̈ 鷺 ̈ 鷹 [62,364,630,379]
text-line: ₒ ̈ 鶴 ̈ ̈ ̈ ̈ ̈ ̈ ̈ ̈ ̈ ̈ ̈ ̈ ̈ ̈ 鷺 ̈ ̈ ̈ ̈ ̈ ̈ ̈ ̈ ̈ ̈ ̈ ̈ ̈ ̈ ̈ ̈ 鸞 ̈ ̈ ̈ ̈ ̈ ̈ ̈ ̈ ̈ ̈ ̈ ̈ ̈ ̈ ̈ ̈ 鵬 ̈ ̈ ̈ ̈ ̈ ̈ ̈ ̈ ̈ ̈ ̈ ̈ ̈ ̈ ̈ ̈ ̈ 鶯 ̈ ̈ ̈ ̈ ̈ ̈ ̈ ̈ ̈ ̈ ̈ ̈ ̈ ̈ ̈ ̈ ̈ ̈ 鷲 ̈ ̈ ̈ ̈ ̈ ̈ ̈ ̈ ̈ ̈ ̈ ̈ ̈ ̈ ̈ ̈ ̈ ̈ ̈ ̈ ̈ ̈ ̈ ̈ ̈ ̈ ̈ ̈ ̈ ̈ ̈ [62,768,550,783]
text-line: 突 ̈ 鶴 ̈ 鷺 ̈ ̈ ̈ ̈ ̈ ̈ ̈ ̈ ̈ ̈ ̈ ̈ ̈ ̈ ̈ 鸞 ̈ ̈ ̈ ̈ ̈ ̈ ̈ ̈ ̈ ̈ ̈ ̈ ̈ ̈ ̈ ̈ 鵬 ̈ ̈ ̈ ̈ ̈ ̈ ̈ ̈ ̈ ̈ ̈ ̈ ̈ ̈ ̈ ̈ ̈ ̈ 鶯 ̈ ̈ ̈ ̈ ̈ ̈ ̈ ̈ ̈ ̈ ̈ ̈ ̈ ̈ ̈ ̈ ̈ ̈ 鷲 ̈ ̈ ̈ ̈ ̈ ̈ ̈ ̈ ̈ ̈ ̈ ̈ ̈ ̈ ̈ ̈ ̈ ̈ ̈ ̈ ̈ ̈ ̈ ̈ ̈ ̈ ̈ ̈ ̈ ̈ ̈ ̈ ̈ ̈ ̈ ̈ [62,680,529,695]
text-line: ₒ ̈ 鶴 ̈ 鷺 ̈ ̈ ̈ ̈ ̈ ̈ ̈ ̈ ̈ ̈ ̈ ̈ ̈ ̈ ̈ 鸞 ̈ ̈ ̈ ̈ ̈ ̈ ̈ ̈ ̈ ̈ ̈ ̈ ̈ ̈ ̈ ̈ 鵬 ̈ ̈ ̈ ̈ ̈ ̈ ̈ ̈ ̈ ̈ ̈ ̈ ̈ ̈ ̈ ̈ ̈ ̈ 鶯 ̈ ̈ ̈ ̈ ̈ ̈ ̈ ̈ ̈ ̈ ̈ ̈ ̈ ̈ ̈ ̈ ̈ ̈ 鷲 ̈ ̈ ̈ ̈ ̈ ̈ ̈ ̈ ̈ ̈ ̈ ̈ ̈ ̈ ̈ ̈ ̈ ̈ ̈ ̈ ̈ ̈ ̈ ̈ ̈ ̈ ̈ ̈ ̈ ̈ ̈ ̈ ̈ ̈ ̈ ̈ [62,891,522,906]
text-line: 撈 ̈ 鶴 ̈ ̈ ̈ ̈ ̈ ̈ ̈ ̈ 鷺 ̈ ̈ ̈ ̈ ̈ ̈ ̈ ̈ ̈ ̈ ̈ ̈ 鸞 ̈ ̈ ̈ ̈ ̈ ̈ ̈ ̈ ̈ ̈ ̈ 鵬 ̈ ̈ ̈ ̈ ̈ ̈ ̈ ̈ ̈ ̈ ̈ ̈ ̈ ̈ ̈ ̈ ̈ 鶯 ̈ ̈ ̈ ̈ ̈ ̈ ̈ ̈ ̈ ̈ ̈ ̈ ̈ ̈ ̈ ̈ 鷲 ̈ ̈ ̈ ̈ ̈ ̈ ̈ ̈ ̈ ̈ ̈ ̈ ̈ ̈ ̈ ̈ ̈ ̈ ̈ ̈ ̈ ̈ ̈ ̈ ̈ ̈ ̈ ̈ ̈ ̈ ̈ ̈ ̈ ̈ ̈ ̈ ̈ ̈ ̈ ̈ ̈ ̈ ̈ ̈ ̈ ̈ ̈ ̈ [62,416,557,431]
text-line: ， 鷂 ̈ 鷺 ̈ 鷯 ̈ ̈ ̈ ̈ 夘 ̈ 攫 ̈ 鬮 ̈ ̈ ̈ ̈ 鬮 ̈ ̈ ̈ ̈ 殉 ̈ ̈ 瑶 ̈ 鋳 ̈ 赦 ̈ 牲 ̈ 鞭 ̈ ̈ ̈ ̈ ̈ ̈ ̈ 奢 ̈ ̈ ̈ 鶏 ̈ ̈ ̈ 醤 ̈ 鬣 ̈ 醫 ̈ 鶫 ̈ 麓 ̈ ̈ ̈ ̈ ̈ ̈ ̈ ̈ ̈ 嘆 ̈ ̈ ̈ ̈ ̈ ̈ ̈ ̈ ̈ ̈ ̈ ̈ ̈ ̈ ̈ ̈ ̈ 鸞 ̈ ̈ 鸚 ̈ ̈ 蘭 ̈ ̈ ̈ ̈ ̈ ̈ ̈ ̈ ̈ 鬮 ̈ ̈ ̈ ̈ ̈ ̈ ̈ ̈ ̈ ̈ ̈ ̈ ̈ ̈ ̈ ̈ ̈ ̈ ̈ ̈ ̈ ̈ ̈ ̈ 鍬 ̈ ̈ 鰤 ̈ 騨 ̈ 輪 [62,188,875,203]
text-line: ᴵ ̈ 鶴 ̈ 鷺 ̈ ̈ ̈ ̈ ̈ ̈ ̈ ̈ ̈ ̈ ̈ ̈ ̈ ̈ ̈ 鸞 ̈ ̈ ̈ ̈ ̈ ̈ ̈ ̈ ̈ ̈ ̈ ̈ ̈ ̈ ̈ ̈ 鵬 ̈ ̈ ̈ ̈ ̈ ̈ ̈ ̈ ̈ ̈ ̈ ̈ ̈ ̈ ̈ ̈ ̈ ̈ 鶯 ̈ ̈ ̈ ̈ ̈ ̈ ̈ ̈ ̈ ̈ ̈ ̈ ̈ ̈ ̈ ̈ ̈ ̈ 鷲 ̈ ̈ ̈ ̈ ̈ ̈ ̈ ̈ ̈ ̈ ̈ ̈ ̈ ̈ ̈ ̈ ̈ ̈ ̈ ̈ ̈ ̈ ̈ ̈ ̈ ̈ ̈ ̈ ̈ ̈ ̈ ̈ ̈ ̈ ̈ 鷹 [62,575,531,590]
text-line: ₒ ̈ 鶴 ̈ ̈ ̈ ̈ ̈ ̈ ̈ ̈ ̈ ̈ ̈ ̈ ̈ ̈ 鷺 ̈ ̈ ̈ ̈ ̈ ̈ ̈ ̈ ̈ ̈ ̈ ̈ ̈ ̈ ̈ ̈ 鸞 ̈ ̈ ̈ ̈ ̈ ̈ ̈ ̈ ̈ ̈ ̈ ̈ ̈ ̈ ̈ ̈ 鵬 ̈ ̈ ̈ ̈ ̈ ̈ ̈ ̈ ̈ ̈ ̈ ̈ ̈ ̈ ̈ ̈ ̈ 鶯 ̈ ̈ ̈ ̈ ̈ ̈ ̈ ̈ ̈ ̈ ̈ ̈ ̈ ̈ ̈ ̈ ̈ ̈ 鷲 ̈ ̈ ̈ ̈ ̈ ̈ ̈ ̈ ̈ ̈ ̈ ̈ ̈ ̈ ̈ ̈ ̈ ̈ ̈ ̈ ̈ ̈ ̈ ̈ ̈ ̈ ̈ ̈ ̈ ̈ ̈ [62,522,550,537]
text-line: ₒ ̈ 鶴 ̈ ̈ ̈ ̈ ̈ ̈ ̈ ̈ ̈ ̈ ̈ ̈ ̈ ̈ 鷺 ̈ ̈ ̈ ̈ ̈ ̈ ̈ ̈ ̈ ̈ ̈ ̈ ̈ ̈ ̈ ̈ 鸞 ̈ ̈ ̈ ̈ ̈ ̈ ̈ ̈ ̈ ̈ ̈ ̈ ̈ ̈ ̈ ̈ 鵬 ̈ ̈ ̈ ̈ ̈ ̈ ̈ ̈ ̈ ̈ ̈ ̈ ̈ ̈ ̈ ̈ ̈ 鶯 ̈ ̈ ̈ ̈ ̈ ̈ ̈ ̈ ̈ ̈ ̈ ̈ ̈ ̈ ̈ ̈ ̈ ̈ 鷲 ̈ ̈ ̈ ̈ ̈ ̈ ̈ ̈ ̈ ̈ ̈ ̈ ̈ ̈ ̈ ̈ ̈ ̈ ̈ ̈ ̈ ̈ ̈ ̈ ̈ ̈ ̈ ̈ ̈ ̈ ̈ [62,874,550,889]
text-line: ₒ ̈ 鶴 ̈ ̈ ̈ ̈ ̈ ̈ ̈ ̈ ̈ ̈ ̈ ̈ ̈ ̈ ̈ 鷺 ̈ ̈ ̈ ̈ ̈ ̈ ̈ ̈ ̈ ̈ ̈ ̈ ̈ ̈ ̈ 鸞 ̈ ̈ ̈ ̈ ̈ ̈ ̈ ̈ ̈ ̈ ̈ ̈ ̈ ̈ ̈ ̈ 鵬 ̈ ̈ ̈ ̈ ̈ ̈ ̈ ̈ ̈ ̈ ̈ ̈ ̈ ̈ ̈ ̈ ̈ 鶯 ̈ ̈ ̈ ̈ ̈ ̈ ̈ ̈ ̈ ̈ ̈ ̈ ̈ ̈ ̈ ̈ ̈ ̈ 鷲 ̈ ̈ ̈ ̈ ̈ ̈ ̈ ̈ ̈ ̈ ̈ ̈ ̈ ̈ ̈ ̈ ̈ ̈ ̈ ̈ ̈ ̈ ̈ ̈ ̈ ̈ ̈ ̈ ̈ ̈ ̈ ̈ [62,487,554,502]
text-line: σ ̄ₙₒₒ 眈 ̈ 鹹漸澳鯰 ̈ 鬥 ̈ 嬝 ˂ 嬌̅ 霾 辟 ̈ 昇 ˂ 漿 ̈ 撅鬱凝 ̈ ˂ 鋼 ́ 鍋 ̈ 鑼 冑 ̈ 埋 ̈ 喝 ̈ ̈ ℞ ̈ ̈ ̈ 蹦 ̈ ̈ ̈ ̈ ̈ ̈ ̈ ̈ ̈ 眼 ̈ ̈ 羽 ̈ 恒 ̈ 闊 ̈ ̈ ̈ ̈ ̈ ̈ ̈ ̈ ̈ ̈ ̈ ̈ ̈ ̈ ̈ ̈ ̈ ̈ ̈ ̈ ̈ ̈ ̈ ̈ ̈ ̈ ̈ ̈ ̈ ̈ 頸 ̈ 眷 ̈ 豢 ̈ 崇 ̈ ̈ ̈ ̈ ̈ ̈ ̈ ̈ ̈ ̈ ̈ ̈ ̈ ̈ 驟 ̈ 渇 ̈ ̈ ̈ ̈ ̈ ̈ 滲 ̈ 昇 ̈ ̈ ̈ ̈ ̈ ̈ ̈ ̈ ̈ ̈ ̈ ̈ ̈ ̈ ̈ ̈ ̈ ̈ ̈ ̈ ̈ ̈ ̈ ̈ 鵬 ̈ 揚 ̈ ̈ ̈ ̈ ̈ ̈ ̈ ̈ ̈ ̈ ̈ ̈ ̈ 羽 ̈ ̈ ̈ ε ̈ 怯 ̈ 霞 [62,65,1134,79]
text-line: 虻 ̈ 鶴 ̈ ̈ ̈ ̈ ̈ ̈ ̈ ̈ ̈ ̈ ̈ ̈ ̈ ̈ 鷺 ̈ ̈ ̈ ̈ ̈ ̈ ̈ ̈ ̈ ̈ ̈ ̈ ̈ ̈ ̈ ̈ 鸞 ̈ ̈ ̈ ̈ ̈ ̈ ̈ ̈ ̈ ̈ ̈ ̈ ̈ ̈ ̈ ̈ 鵬 ̈ ̈ ̈ ̈ ̈ ̈ ̈ ̈ ̈ ̈ ̈ ̈ ̈ ̈ ̈ ̈ ̈ 鶯 ̈ ̈ ̈ ̈ ̈ ̈ ̈ ̈ ̈ ̈ ̈ ̈ ̈ ̈ ̈ ̈ ̈ ̈ 鷲 ̈ ̈ ̈ ̈ ̈ ̈ ̈ ̈ ̈ ̈ ̈ ̈ ̈ ̈ ̈ ̈ ̈ ̈ ̈ ̈ ̈ ̈ ̈ ̈ ̈ ̈ ̈ ̈ ̈ ̈ ̈ [62,803,557,818]
text-line: ₒ ̈ 鶴 ̈ 鷺 ̈ ̈ ̈ ̈ ̈ ̈ ̈ ̈ ̈ ̈ ̈ ̈ ̈ ̈ ̈ 鸞 ̈ ̈ ̈ ̈ ̈ ̈ ̈ ̈ ̈ ̈ ̈ ̈ ̈ ̈ ̈ ̈ 鵬 ̈ ̈ ̈ ̈ ̈ ̈ ̈ ̈ ̈ ̈ ̈ ̈ ̈ ̈ ̈ ̈ ̈ ̈ 鶯 ̈ ̈ ̈ ̈ ̈ ̈ ̈ ̈ ̈ ̈ ̈ ̈ ̈ ̈ ̈ ̈ ̈ ̈ 鷲 ̈ ̈ ̈ ̈ ̈ ̈ ̈ ̈ ̈ ̈ ̈ ̈ ̈ ̈ ̈ ̈ ̈ ̈ ̈ ̈ ̈ ̈ ̈ ̈ ̈ ̈ ̈ ̈ ̈ ̈ ̈ ̈ ̈ ̈ ̈ 鵡 [62,540,534,555]
text-line: □ 紛修 ̈ 鳳 ̈ 平 ̈ 又 瑣 ̈ 斐 ̈ 陟 ̈ 洲 ̈ 鞭 ̈ 樞 ̈ ̈ ̈ ̈ ̈ 蘭 ̈ ̈ 跆 ̈ ̈ ̈ ̈ ̈ ̈ ̈ ̈ ̈ ̈ ̈ ̈ ̈ ̈ ̈ ̈ ̈ ̈ ̈ ̈ ̈ 蝶 ̈ ̈ ̈ 齧 ̈ ̈ ̈ ̈ ̈ ̈ 謹 ̈ 鍛 ̈ 熱 ̈ 騰 ̈ 奈 ̈ ̈ ̈ ̈ ̈ ̈ 葉 ̈ ̈ 鷹 ̈ 羅 ̈ 甑 ̈ 達 ̈ 醍 ̈ ̈ 日 ̈ ̈ ̈ ̈ ̈ ̈ ̈ ̈ ̈ B ̈ 翰 ̈ ̈ ̈ 鵺 ̈ ̈ ̈ ̈ ̈ F ̈ 鸚 ̈ ̈ 鸛 ̈ 鼎 ̈ 詩 ̈ 傳 ̈ ̈ 貪 ̈ ̈ ̈ ̈ ̈ ̈ ̈ ̈ ̈ ̈ ̈ ̈ ̈ ̈ ̈ ̈ ̈ ̈ ̈ ̈ ̈ ̈ 犯 ̈ ̈ ̈ ̈ ρ ̈ 炊 [62,100,1056,115]
text-line: ₒ ̈ 鶴 ̈ 鷺 ̈ ̈ ̈ ̈ ̈ ̈ ̈ ̈ ̈ ̈ ̈ ̈ ̈ ̈ ̈ 鸞 ̈ ̈ ̈ ̈ ̈ ̈ ̈ ̈ ̈ ̈ ̈ ̈ ̈ ̈ ̈ ̈ 鵬 ̈ ̈ ̈ ̈ ̈ ̈ ̈ ̈ ̈ ̈ ̈ ̈ ̈ ̈ ̈ ̈ ̈ ̈ 鶯 ̈ ̈ ̈ ̈ ̈ ̈ ̈ ̈ ̈ ̈ ̈ ̈ ̈ ̈ ̈ ̈ ̈ ̈ 鷲 ̈ ̈ ̈ ̈ ̈ ̈ ̈ ̈ ̈ ̈ ̈ ̈ ̈ ̈ ̈ ̈ ̈ ̈ ̈ ̈ ̈ ̈ ̈ ̈ ̈ ̈ ̈ ̈ ̈ ̈ ̈ ̈ ̈ ̈ ̈ ̈ [62,821,522,836]
text-line: 腰 ̈ 蝶 ̈ 驪 ̈ 齲 ̈ ̈ ̈ ̈ ̈ ̈ ̈ ̈ ̈ ̈ ̈ ̈ ̈ ̈ ̈ ̈ ̈ ̈ ̈ ̈ ̈ ̈ ̈ ̈ ̈ ̈ ̈ ̈ 墨 ̈ ̈ 麒 ̈ ̈ ̈ ̈ ̈ ̈ ̈ ̈ ̈ ̈ ̈ ̈ ̈ ̈ ̈ ̈ ̈ ̈ ̈ ̈ ̈ ̈ ̈ ̈ ̈ 鶯 ̈ ̈ ̈ ̈ ̈ ̈ ̈ ̈ ̈ ̈ ̈ ̈ ̈ 鱗 ̈ ̈ ̈ ̈ ̈ ̈ ̈ 甦 ̈ 鰡 ̈ ̈ ̈ ̈ ̈ ̈ ̈ ̈ ̈ 鸞 ̈ ̈ ̈ ̈ ̈ ̈ ̈ ̈ ̈ ̈ ̈ ̈ ̈ ̈ ̈ ̈ ̈ ̈ ̈ ̈ ̈ ̈ ̈ ̈ ̈ 鮫 ̈ ̈ ̈ ̈ ̈ [62,223,649,238]
